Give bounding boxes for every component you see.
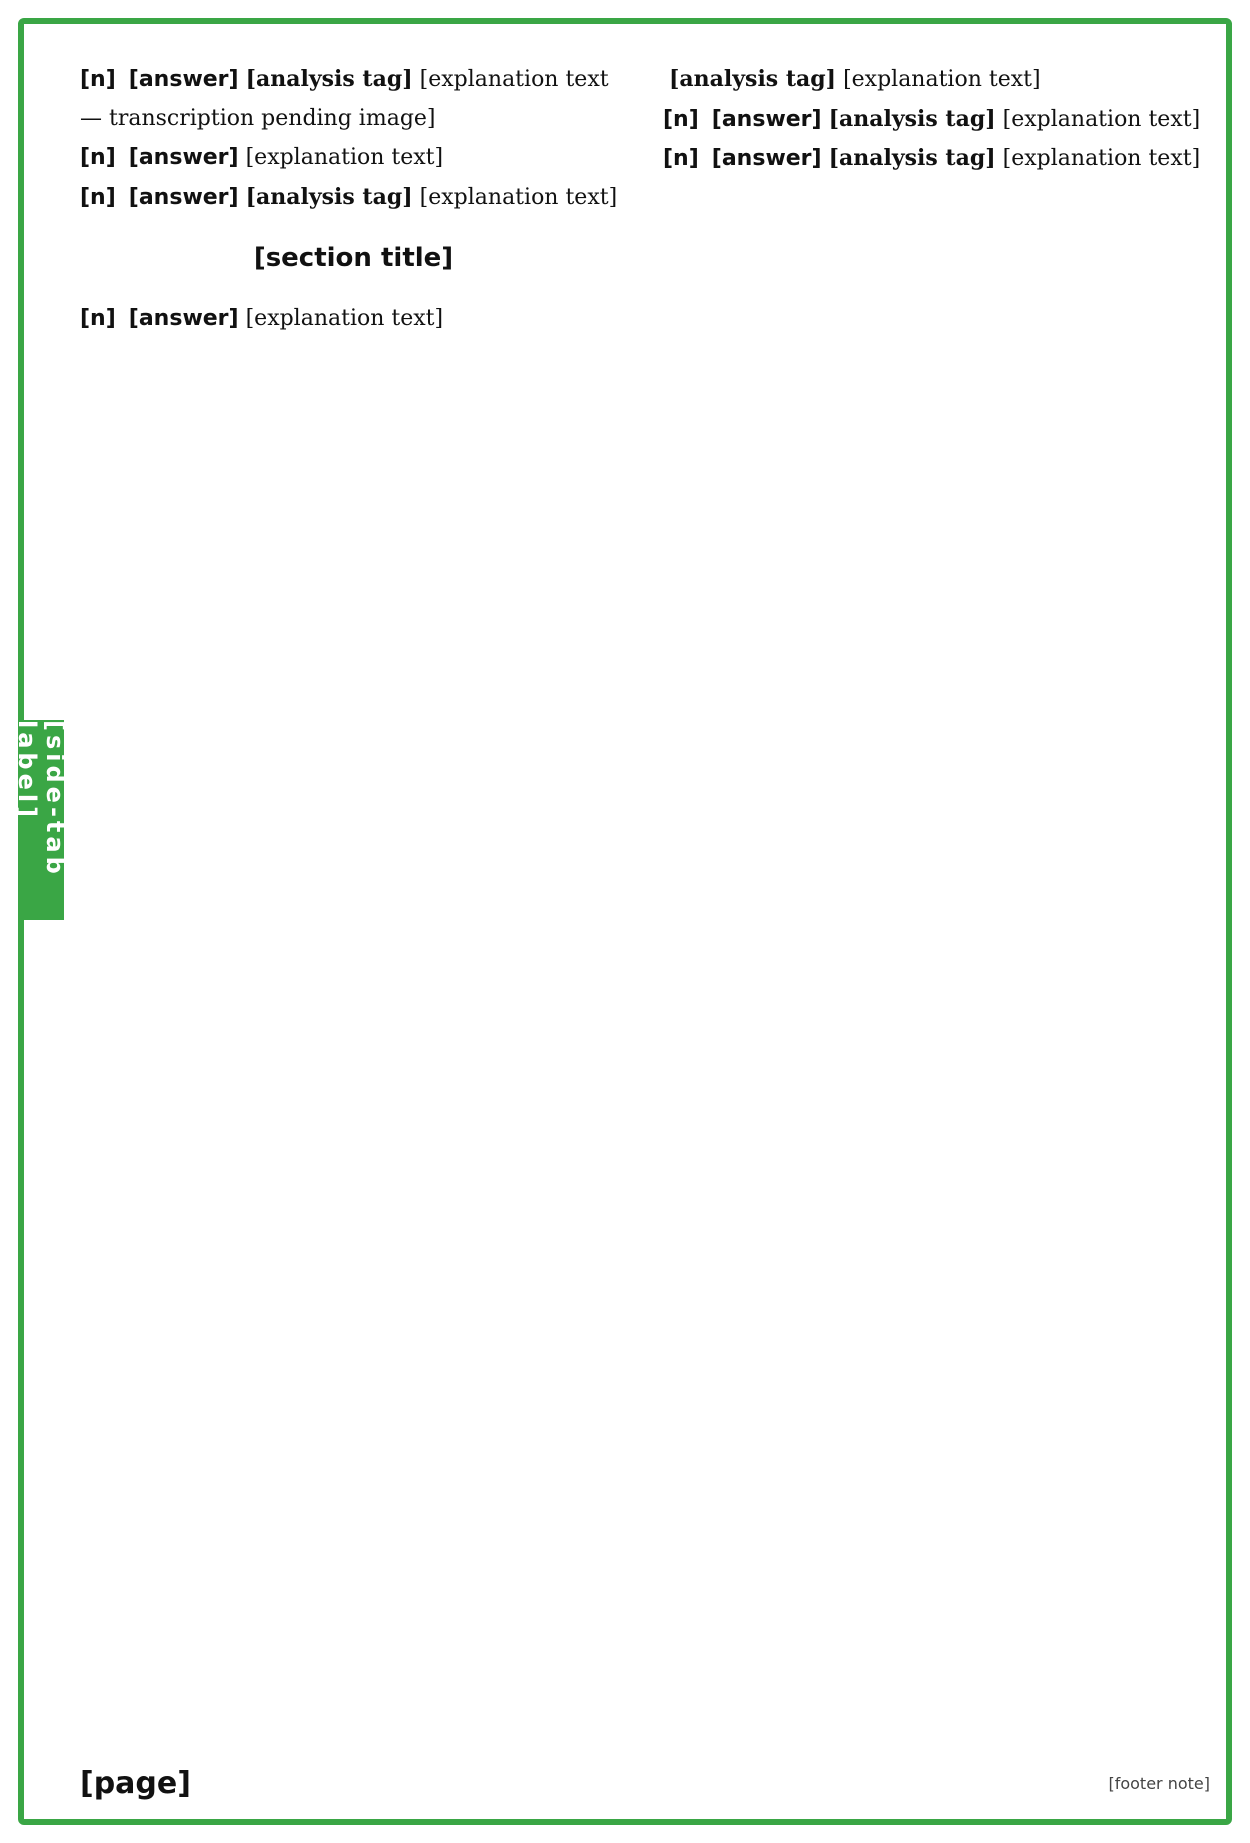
answer-number: [n]	[663, 146, 699, 171]
left-answer-list	[80, 60, 627, 217]
section-answer-list	[80, 299, 627, 339]
answer-item	[663, 60, 1210, 100]
answer-key: [answer]	[128, 306, 239, 331]
answer-number: [n]	[80, 67, 116, 92]
answer-key: [answer]	[711, 146, 822, 171]
answer-text: [explanation text]	[1002, 146, 1201, 171]
analysis-tag: [analysis tag]	[245, 183, 413, 210]
analysis-tag: [analysis tag]	[828, 105, 996, 132]
answer-item	[663, 139, 1210, 179]
answer-key: [answer]	[128, 184, 239, 210]
answer-item	[80, 60, 627, 138]
answer-text: [explanation text — transcription pending image]	[80, 67, 609, 131]
footer-note: [footer note]	[1108, 1773, 1210, 1793]
answer-text: [explanation text]	[245, 306, 444, 331]
answer-text: [explanation text]	[1002, 106, 1201, 132]
answer-number: [n]	[80, 306, 116, 331]
answer-columns	[80, 60, 1210, 1733]
answer-key: [answer]	[711, 106, 822, 132]
section-title: [section title]	[253, 243, 454, 273]
left-column	[80, 60, 627, 1733]
right-answer-list	[663, 60, 1210, 179]
analysis-tag: [analysis tag]	[828, 145, 996, 171]
answer-number: [n]	[80, 145, 116, 170]
answer-text: [explanation text]	[843, 67, 1041, 92]
answer-number: [n]	[663, 106, 699, 132]
answer-number: [n]	[80, 184, 116, 210]
right-column	[663, 60, 1210, 1733]
page-number: [page]	[80, 1765, 191, 1801]
answer-key: [answer]	[128, 145, 239, 170]
answer-key: [answer]	[128, 67, 239, 92]
analysis-tag: [analysis tag]	[245, 66, 413, 92]
side-tab: [side-tab label]	[18, 720, 64, 920]
answer-item	[80, 299, 627, 339]
answer-item	[80, 178, 627, 218]
answer-text: [explanation text]	[245, 145, 444, 170]
page-footer	[80, 1763, 1210, 1803]
analysis-tag: [analysis tag]	[669, 66, 837, 92]
answer-item	[663, 100, 1210, 140]
answer-item	[80, 138, 627, 178]
answer-text: [explanation text]	[419, 184, 618, 210]
